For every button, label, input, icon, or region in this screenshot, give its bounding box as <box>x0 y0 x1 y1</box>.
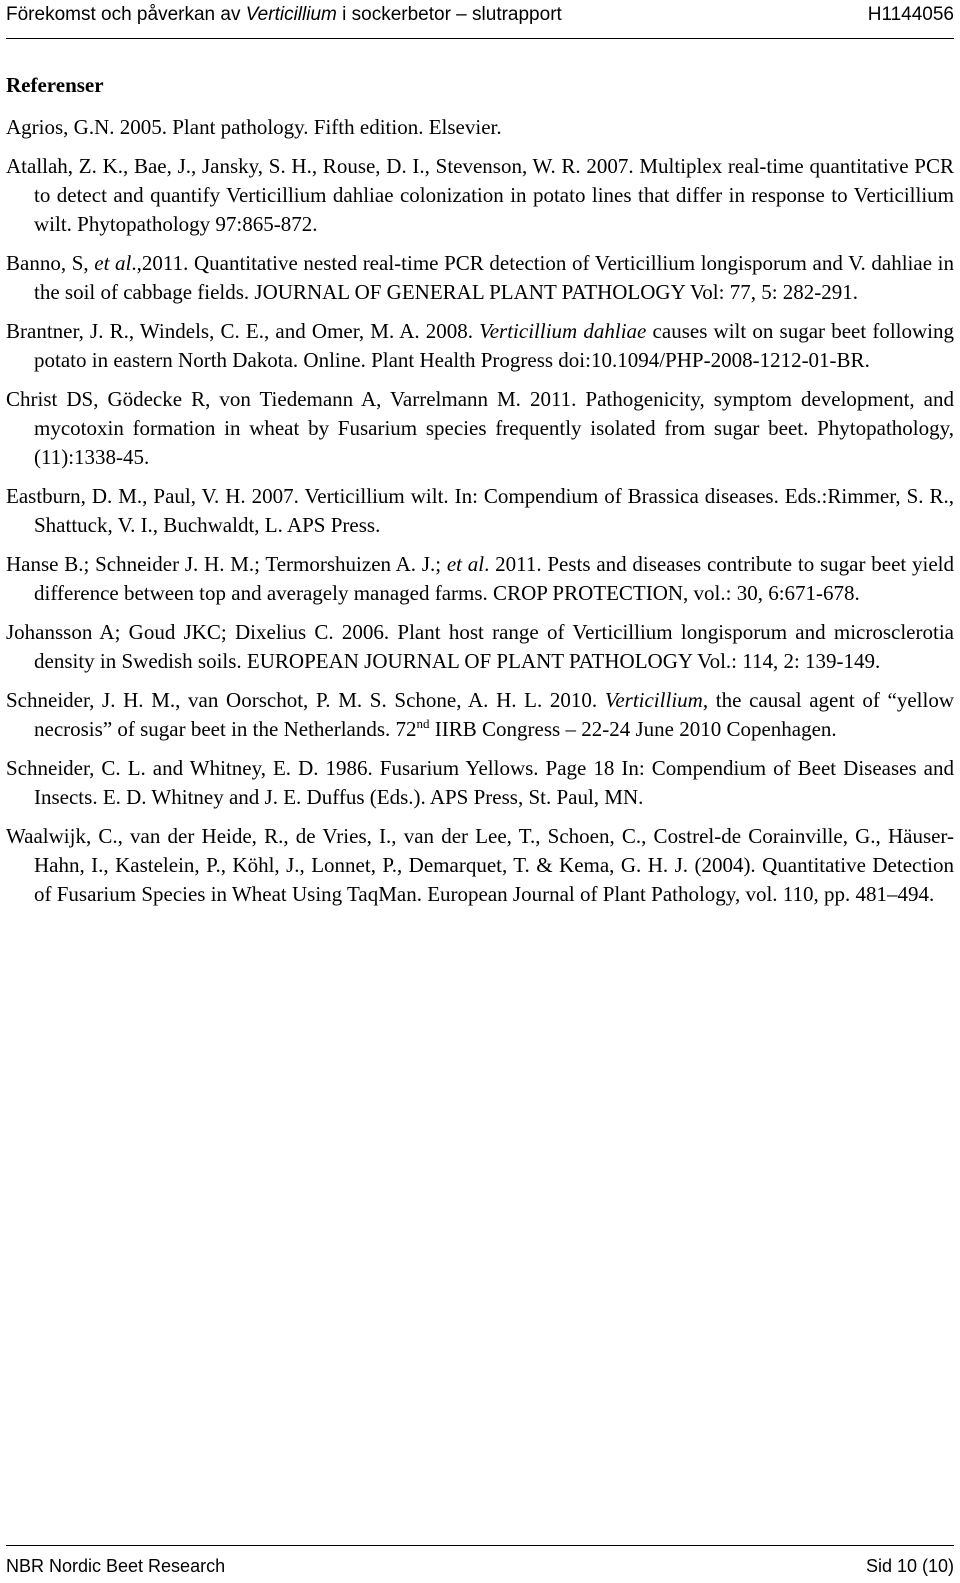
reference-item: Waalwijk, C., van der Heide, R., de Vries, I., van der Lee, T., Schoen, C., Costrel-de Corainville, G., Häuser-Hahn, I., Kastelein, P., Köhl, J., Lonnet, P., Demarquet, T. & Kema, G. H. J. (2004). Quantitative Detection of Fusarium Species in Wheat Using TaqMan. European Journal of Plant Pathology, vol. 110, pp. 481–494. <box>6 824 954 906</box>
report-code: H1144056 <box>867 4 954 25</box>
reference-item: Johansson A; Goud JKC; Dixelius C. 2006. Plant host range of Verticillium longisporum and microsclerotia density in Swedish soils. EUROPEAN JOURNAL OF PLANT PATHOLOGY Vol.: 114, 2: 139-149. <box>6 620 954 673</box>
reference-item: Atallah, Z. K., Bae, J., Jansky, S. H., Rouse, D. I., Stevenson, W. R. 2007. Multiplex real-time quantitative PCR to detect and quantify Verticillium dahliae colonization in potato lines that differ in response to Verticillium wilt. Phytopathology 97:865-872. <box>6 154 954 236</box>
page-footer <box>6 1545 954 1576</box>
section-title: Referenser <box>6 73 104 97</box>
reference-item: Christ DS, Gödecke R, von Tiedemann A, Varrelmann M. 2011. Pathogenicity, symptom development, and mycotoxin formation in wheat by Fusarium species frequently isolated from sugar beet. Phytopathology, (11):1338-45. <box>6 387 954 469</box>
reference-item: Schneider, C. L. and Whitney, E. D. 1986. Fusarium Yellows. Page 18 In: Compendium of Beet Diseases and Insects. E. D. Whitney and J. E. Duffus (Eds.). APS Press, St. Paul, MN. <box>6 756 954 809</box>
reference-item: Banno, S, et al.,2011. Quantitative nested real-time PCR detection of Verticillium longisporum and V. dahliae in the soil of cabbage fields. JOURNAL OF GENERAL PLANT PATHOLOGY Vol: 77, 5: 282-291. <box>6 251 954 304</box>
page-header <box>6 0 954 39</box>
report-title <box>6 4 562 26</box>
report-title-pre: Förekomst och påverkan av <box>6 4 246 25</box>
reference-item: Schneider, J. H. M., van Oorschot, P. M. S. Schone, A. H. L. 2010. Verticillium, the causal agent of “yellow necrosis” of sugar beet in the Netherlands. 72nd IIRB Congress – 22-24 June 2010 Copenhagen. <box>6 688 954 741</box>
report-title-post: i sockerbetor – slutrapport <box>336 4 562 25</box>
page-number: Sid 10 (10) <box>865 1556 954 1576</box>
reference-item: Brantner, J. R., Windels, C. E., and Omer, M. A. 2008. Verticillium dahliae causes wilt on sugar beet following potato in eastern North Dakota. Online. Plant Health Progress doi:10.1094/PHP-2008-1212-01-BR. <box>6 319 954 372</box>
footer-organization: NBR Nordic Beet Research <box>6 1556 226 1576</box>
reference-item: Hanse B.; Schneider J. H. M.; Termorshuizen A. J.; et al. 2011. Pests and diseases contribute to sugar beet yield difference between top and averagely managed farms. CROP PROTECTION, vol.: 30, 6:671-678. <box>6 552 954 605</box>
report-title-italic: Verticillium <box>245 4 337 25</box>
reference-list <box>6 113 954 919</box>
reference-item: Agrios, G.N. 2005. Plant pathology. Fifth edition. Elsevier. <box>6 115 502 139</box>
reference-item: Eastburn, D. M., Paul, V. H. 2007. Verticillium wilt. In: Compendium of Brassica diseases. Eds.:Rimmer, S. R., Shattuck, V. I., Buchwaldt, L. APS Press. <box>6 484 954 537</box>
